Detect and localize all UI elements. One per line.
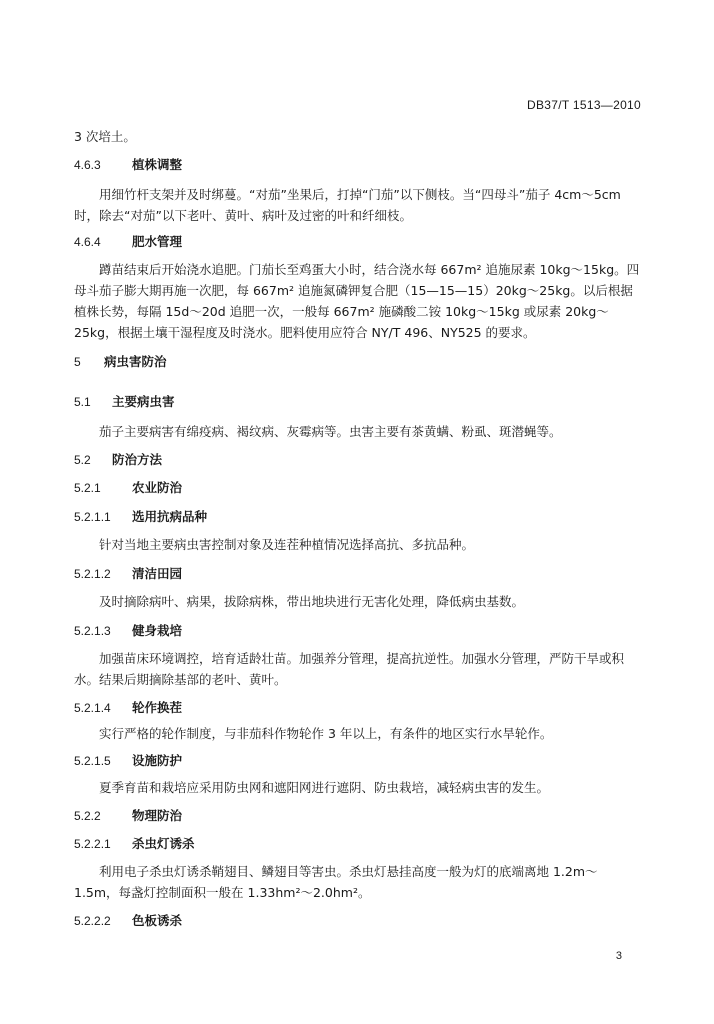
page-number: 3 [615,950,622,962]
section-heading-5-2-1 [74,477,640,499]
section-heading-5-2 [74,449,640,471]
section-number: 5.1 [74,395,91,409]
section-heading-4-6-4 [74,231,640,253]
section-heading-5-2-2-1 [74,833,640,855]
section-heading-5-2-1-2 [74,563,640,585]
document-code: DB37/T 1513—2010 [527,98,641,112]
body-paragraph: 用细竹杆支架并及时绑蔓。“对茄”坐果后，打掉“门茄”以下侧枝。当“四母斗”茄子 4cm～5cm 时，除去“对茄”以下老叶、黄叶、病叶及过密的叶和纤细枝。 [74,187,621,223]
section-title: 肥水管理 [132,234,183,249]
section-number: 4.6.4 [74,235,101,249]
body-paragraph: 利用电子杀虫灯诱杀鞘翅目、鳞翅目等害虫。杀虫灯悬挂高度一般为灯的底端离地 1.2m～1.5m，每盏灯控制面积一般在 1.33hm²～2.0hm²。 [74,864,598,900]
section-title: 选用抗病品种 [132,509,208,524]
section-number: 5.2.1.1 [74,510,111,524]
section-number: 5.2.2.2 [74,914,111,928]
section-title: 设施防护 [132,753,183,768]
section-number: 4.6.3 [74,158,101,172]
section-number: 5 [74,355,81,369]
section-number: 5.2.2.1 [74,837,111,851]
section-number: 5.2.1.5 [74,754,111,768]
section-heading-5-1 [74,391,640,413]
section-number: 5.2.2 [74,809,101,823]
body-paragraph: 3 次培土。 [74,129,136,144]
section-title: 农业防治 [132,480,183,495]
body-paragraph: 夏季育苗和栽培应采用防虫网和遮阳网进行遮阴、防虫栽培，减轻病虫害的发生。 [99,780,550,795]
section-title: 轮作换茬 [132,700,183,715]
section-title: 杀虫灯诱杀 [132,836,195,851]
body-paragraph: 茄子主要病害有绵疫病、褐纹病、灰霉病等。虫害主要有茶黄螨、粉虱、斑潜蝇等。 [99,424,562,439]
section-heading-5-2-2-2 [74,910,640,932]
body-paragraph: 针对当地主要病虫害控制对象及连茬种植情况选择高抗、多抗品种。 [99,537,475,552]
section-title: 健身栽培 [132,623,183,638]
body-paragraph: 加强苗床环境调控，培育适龄壮苗。加强养分管理，提高抗逆性。加强水分管理，严防干旱或积水。结果后期摘除基部的老叶、黄叶。 [74,651,625,687]
section-number: 5.2.1 [74,481,101,495]
section-heading-5-2-1-4 [74,697,640,719]
section-heading-5-2-2 [74,805,640,827]
section-title: 植株调整 [132,157,183,172]
section-number: 5.2.1.3 [74,624,111,638]
section-heading-5-2-1-1 [74,506,640,528]
section-heading-5-2-1-5 [74,750,640,772]
section-title: 防治方法 [112,452,163,467]
body-paragraph: 实行严格的轮作制度，与非茄科作物轮作 3 年以上，有条件的地区实行水旱轮作。 [99,726,553,741]
section-number: 5.2 [74,453,91,467]
body-paragraph: 蹲苗结束后开始浇水追肥。门茄长至鸡蛋大小时，结合浇水每 667m² 追施尿素 10kg～15kg。四母斗茄子膨大期再施一次肥，每 667m² 追施氮磷钾复合肥（15—15—15）20kg～25kg。以后根据植株长势，每隔 15d～20d 追肥一次，一般每 667m² 施磷酸二铵 10kg～15kg 或尿素 20kg～25kg，根据土壤干湿程度及时浇水。肥料使用应符合 NY/T 496、NY525 的要求。 [74,262,640,340]
section-heading-5 [74,351,640,373]
section-title: 物理防治 [132,808,183,823]
section-heading-4-6-3 [74,154,640,176]
section-number: 5.2.1.2 [74,567,111,581]
section-title: 主要病虫害 [112,394,175,409]
section-title: 病虫害防治 [104,354,167,369]
section-number: 5.2.1.4 [74,701,111,715]
section-title: 清洁田园 [132,566,183,581]
section-heading-5-2-1-3 [74,620,640,642]
section-title: 色板诱杀 [132,913,183,928]
body-paragraph: 及时摘除病叶、病果，拔除病株，带出地块进行无害化处理，降低病虫基数。 [99,594,525,609]
